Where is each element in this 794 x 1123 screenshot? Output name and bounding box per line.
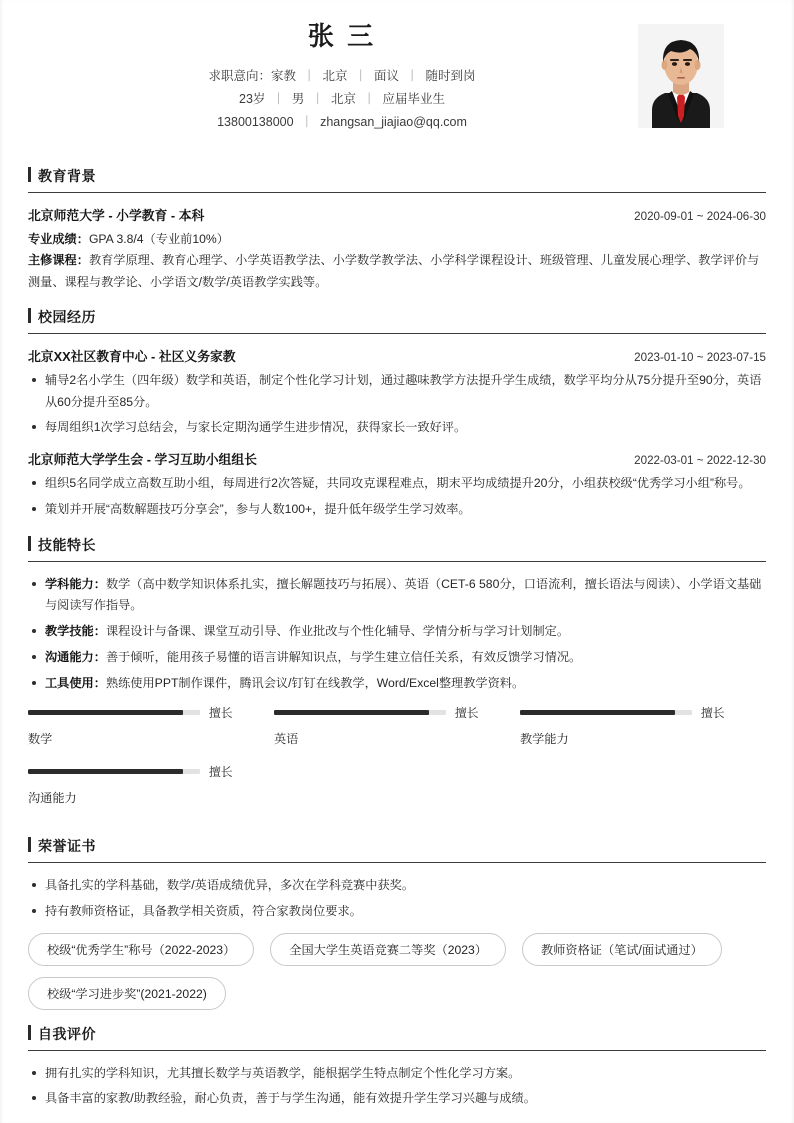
skill-name-label: 数学 bbox=[28, 732, 53, 747]
honor-tag-group bbox=[28, 933, 766, 1010]
skill-bar-row bbox=[520, 704, 766, 721]
skill-bar-row bbox=[274, 704, 520, 721]
list-item bbox=[28, 574, 766, 617]
skill-text: 课程设计与备课、课堂互动引导、作业批改与个性化辅导、学情分析与学习计划制定。 bbox=[105, 624, 570, 639]
self-bullet-list bbox=[28, 1063, 766, 1110]
skill-bar-row bbox=[28, 704, 274, 721]
job-intent-label: 求职意向： bbox=[208, 68, 271, 83]
skill-text: 数学（高中数学知识体系扎实，擅长解题技巧与拓展）、英语（CET-6 580分，口语流利，擅长语法与阅读）、小学语文基础与阅读写作指导。 bbox=[45, 576, 762, 613]
resume-header bbox=[28, 0, 766, 152]
skill-level-label: 擅长 bbox=[209, 765, 233, 780]
job-intent-line bbox=[28, 65, 656, 88]
section-skills bbox=[28, 535, 766, 823]
list-item: 每周组织1次学习总结会，与家长定期沟通学生进步情况，获得家长一致好评。 bbox=[28, 417, 766, 439]
skill-text: 熟练使用PPT制作课件，腾讯会议/钉钉在线教学，Word/Excel整理教学资料。 bbox=[105, 675, 525, 690]
education-courses-value: 教育学原理、教育心理学、小学英语教学法、小学数学教学法、小学科学课程设计、班级管理、儿童发展心理学、教学评价与测量、课程与教学论、小学语文/数学/英语教学实践等。 bbox=[28, 253, 760, 289]
education-date: 2020-09-01 ~ 2024-06-30 bbox=[634, 210, 766, 223]
list-item bbox=[28, 621, 766, 643]
avatar bbox=[638, 24, 724, 128]
skill-bar-fill bbox=[28, 710, 183, 715]
section-header-self bbox=[28, 1024, 766, 1051]
section-title: 教育背景 bbox=[38, 168, 96, 184]
education-gpa-value: GPA 3.8/4（专业前10%） bbox=[88, 232, 229, 246]
section-title: 校园经历 bbox=[38, 309, 96, 326]
meta-separator: 丨 bbox=[272, 91, 285, 106]
campus-title: 北京XX社区教育中心 - 社区义务家教 bbox=[28, 349, 236, 365]
education-gpa-label: 专业成绩： bbox=[28, 232, 89, 246]
skill-bar-fill bbox=[274, 710, 429, 715]
page-title: 张 三 bbox=[307, 21, 377, 51]
list-item: 辅导2名小学生（四年级）数学和英语，制定个性化学习计划，通过趣味教学方法提升学生成绩，数学平均分从75分提升至90分，英语从60分提升至85分。 bbox=[28, 370, 766, 413]
skills-bullet-list bbox=[28, 574, 766, 695]
skill-bar-row bbox=[28, 763, 274, 780]
meta-separator: 丨 bbox=[311, 91, 324, 106]
job-intent-item-3: 随时到岗 bbox=[425, 68, 476, 83]
campus-title: 北京师范大学学生会 - 学习互助小组组长 bbox=[28, 452, 257, 468]
skill-bar-fill bbox=[28, 769, 183, 774]
list-item: 具备丰富的家教/助教经验，耐心负责，善于与学生沟通，能有效提升学生学习兴趣与成绩。 bbox=[28, 1088, 766, 1110]
job-intent-item-1: 北京 bbox=[322, 68, 348, 83]
skill-name-label: 教学能力 bbox=[519, 732, 569, 747]
skill-bar-track bbox=[28, 769, 200, 774]
section-header-education bbox=[28, 166, 766, 193]
section-self-evaluation bbox=[28, 1024, 766, 1110]
section-honors bbox=[28, 836, 766, 1009]
personal-item-2: 北京 bbox=[330, 91, 356, 106]
job-intent-item-0: 家教 bbox=[270, 68, 296, 83]
meta-separator: 丨 bbox=[406, 68, 419, 83]
section-header-honors bbox=[28, 836, 766, 863]
skill-bar-group bbox=[28, 704, 766, 822]
skill-text: 善于倾听，能用孩子易懂的语言讲解知识点，与学生建立信任关系，有效反馈学习情况。 bbox=[105, 649, 582, 664]
honor-tag[interactable]: 全国大学生英语竞赛二等奖（2023） bbox=[270, 933, 506, 966]
skill-bar-item bbox=[28, 763, 274, 806]
entry-header bbox=[28, 449, 766, 468]
skill-bar-track bbox=[274, 710, 446, 715]
contact-line bbox=[28, 111, 656, 134]
portrait-photo-icon bbox=[638, 24, 724, 128]
list-item bbox=[28, 673, 766, 695]
skill-bar-item bbox=[28, 704, 274, 747]
personal-item-1: 男 bbox=[291, 91, 305, 106]
section-title: 技能特长 bbox=[38, 536, 96, 553]
personal-item-3: 应届毕业生 bbox=[382, 91, 445, 106]
job-intent-item-2: 面议 bbox=[374, 68, 400, 83]
meta-separator: 丨 bbox=[354, 68, 368, 83]
skill-level-label: 擅长 bbox=[700, 706, 725, 721]
education-title: 北京师范大学 - 小学教育 - 本科 bbox=[28, 208, 205, 223]
campus-date: 2023-01-10 ~ 2023-07-15 bbox=[634, 351, 766, 365]
meta-separator: 丨 bbox=[300, 114, 314, 129]
skill-label: 沟通能力： bbox=[45, 649, 106, 664]
list-item: 组织5名同学成立高数互助小组，每周进行2次答疑，共同攻克课程难点，期末平均成绩提升20分，小组获校级“优秀学习小组”称号。 bbox=[28, 473, 766, 495]
entry-header bbox=[28, 346, 766, 365]
list-item: 具备扎实的学科基础，数学/英语成绩优异，多次在学科竞赛中获奖。 bbox=[28, 875, 766, 897]
campus-date: 2022-03-01 ~ 2022-12-30 bbox=[634, 454, 766, 468]
list-item: 策划并开展“高数解题技巧分享会”，参与人数100+，提升低年级学生学习效率。 bbox=[28, 499, 766, 521]
honor-tag[interactable]: 教师资格证（笔试/面试通过） bbox=[522, 933, 722, 966]
education-entry bbox=[28, 205, 766, 293]
phone-number: 13800138000 bbox=[217, 114, 294, 129]
skill-level-label: 擅长 bbox=[209, 706, 233, 721]
skill-bar-track bbox=[28, 710, 200, 715]
skill-level-label: 擅长 bbox=[454, 706, 479, 721]
section-title: 自我评价 bbox=[38, 1025, 96, 1042]
section-header-campus bbox=[28, 307, 766, 334]
skill-name-label: 沟通能力 bbox=[28, 791, 77, 806]
list-item: 持有教师资格证，具备教学相关资质，符合家教岗位要求。 bbox=[28, 901, 766, 923]
honors-bullet-list bbox=[28, 875, 766, 922]
education-courses-line bbox=[28, 250, 766, 293]
campus-entry bbox=[28, 346, 766, 439]
email-address: zhangsan_jiajiao@qq.com bbox=[320, 114, 467, 129]
skill-name-label: 英语 bbox=[273, 732, 299, 747]
personal-info-line bbox=[28, 88, 656, 111]
personal-item-0: 23岁 bbox=[239, 91, 266, 106]
skill-bar-track bbox=[520, 710, 692, 715]
list-item bbox=[28, 647, 766, 669]
honor-tag[interactable]: 校级“优秀学生”称号（2022-2023） bbox=[28, 933, 254, 966]
skill-bar-item bbox=[520, 704, 766, 747]
campus-entry bbox=[28, 449, 766, 520]
section-header-skills bbox=[28, 535, 766, 562]
education-gpa-line bbox=[28, 229, 766, 250]
campus-bullet-list bbox=[28, 370, 766, 439]
meta-separator: 丨 bbox=[302, 68, 316, 83]
entry-header bbox=[28, 205, 766, 224]
skill-bar-item bbox=[274, 704, 520, 747]
section-education bbox=[28, 166, 766, 293]
honor-tag[interactable]: 校级“学习进步奖”(2021-2022) bbox=[28, 977, 226, 1010]
list-item: 拥有扎实的学科知识，尤其擅长数学与英语教学，能根据学生特点制定个性化学习方案。 bbox=[28, 1063, 766, 1085]
education-courses-label: 主修课程： bbox=[28, 253, 89, 268]
section-campus-experience bbox=[28, 307, 766, 521]
skill-label: 工具使用： bbox=[45, 675, 106, 690]
skill-label: 学科能力： bbox=[45, 576, 106, 591]
meta-separator: 丨 bbox=[362, 91, 376, 106]
section-title: 荣誉证书 bbox=[38, 838, 96, 855]
skill-bar-fill bbox=[520, 710, 675, 715]
skill-label: 教学技能： bbox=[45, 624, 106, 639]
campus-bullet-list bbox=[28, 473, 766, 520]
